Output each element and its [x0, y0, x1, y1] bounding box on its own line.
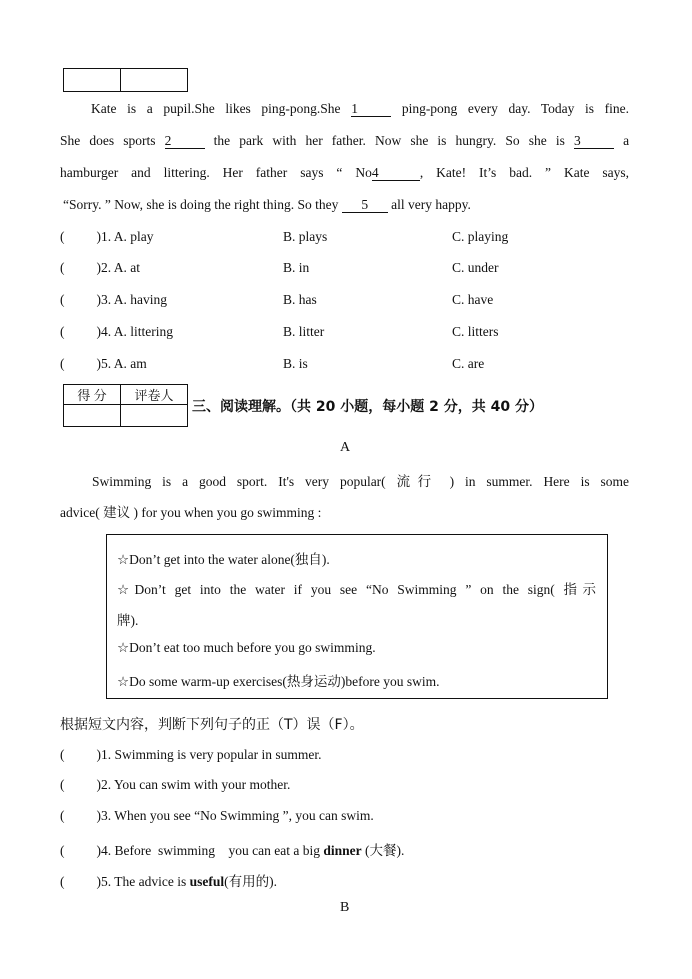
grader-label: 评卷人 [121, 385, 188, 405]
blank-5: 5 [342, 198, 388, 213]
option-c: C. under [452, 260, 499, 275]
option-c: C. litters [452, 324, 499, 339]
blank-2: 2 [165, 134, 205, 149]
advice-item: ☆Do some warm-up exercises(热身运动)before you swim. [117, 674, 440, 689]
option-b: B. in [283, 260, 310, 275]
option-row: ( )4. A. littering [60, 324, 173, 339]
score-box-top [63, 68, 188, 92]
score-label: 得 分 [64, 385, 121, 405]
option-c: C. are [452, 356, 485, 371]
tf-item: ( )5. The advice is useful(有用的). [60, 874, 277, 889]
advice-item: ☆Don’t eat too much before you go swimming. [117, 640, 376, 655]
option-b: B. litter [283, 324, 325, 339]
tf-item: ( )4. Before swimming you can eat a big dinner (大餐). [60, 843, 405, 858]
blank-1: 1 [351, 102, 391, 117]
cloze-line-1: Kate is a pupil.She likes ping-pong.She 1 ping-pong every day. Today is fine. [91, 101, 630, 116]
option-row: ( )2. A. at [60, 260, 140, 275]
advice-item: ☆Don’t get into the water alone(独自). [117, 552, 330, 567]
cloze-line-3: hamburger and littering. Her father says “ No4 , Kate! It’s bad. ” Kate says, [60, 165, 629, 180]
option-b: B. plays [283, 229, 328, 244]
option-row: ( )3. A. having [60, 292, 167, 307]
cloze-line-4: “Sorry. ” Now, she is doing the right thing. So they 5 all very happy. [63, 197, 471, 212]
blank-4: 4 [372, 166, 420, 181]
tf-item: ( )2. You can swim with your mother. [60, 777, 291, 792]
part-b-label: B [340, 900, 350, 915]
section-heading: 三、阅读理解。（共 20 小题，每小题 2 分，共 40 分） [192, 399, 543, 415]
option-c: C. have [452, 292, 494, 307]
passage-intro-1: Swimming is a good sport. It's very popular( 流行 ) in summer. Here is some [92, 474, 629, 489]
tf-item: ( )3. When you see “No Swimming ”, you can swim. [60, 808, 374, 823]
tf-item: ( )1. Swimming is very popular in summer. [60, 747, 322, 762]
option-b: B. is [283, 356, 308, 371]
option-c: C. playing [452, 229, 509, 244]
option-row: ( )5. A. am [60, 356, 147, 371]
score-table [63, 384, 188, 427]
part-a-label: A [340, 440, 351, 455]
blank-3: 3 [574, 134, 614, 149]
option-b: B. has [283, 292, 317, 307]
tf-instruction: 根据短文内容，判断下列句子的正（T）误（F）。 [60, 717, 364, 733]
advice-item-continued: 牌). [117, 613, 139, 628]
cloze-line-2: She does sports 2 the park with her father. Now she is hungry. So she is 3 a [60, 133, 630, 148]
option-row: ( )1. A. play [60, 229, 154, 244]
advice-item: ☆Don’t get into the water if you see “No Swimming ” on the sign( 指示 [117, 582, 596, 597]
passage-intro-2: advice( 建议 ) for you when you go swimming : [60, 505, 322, 520]
